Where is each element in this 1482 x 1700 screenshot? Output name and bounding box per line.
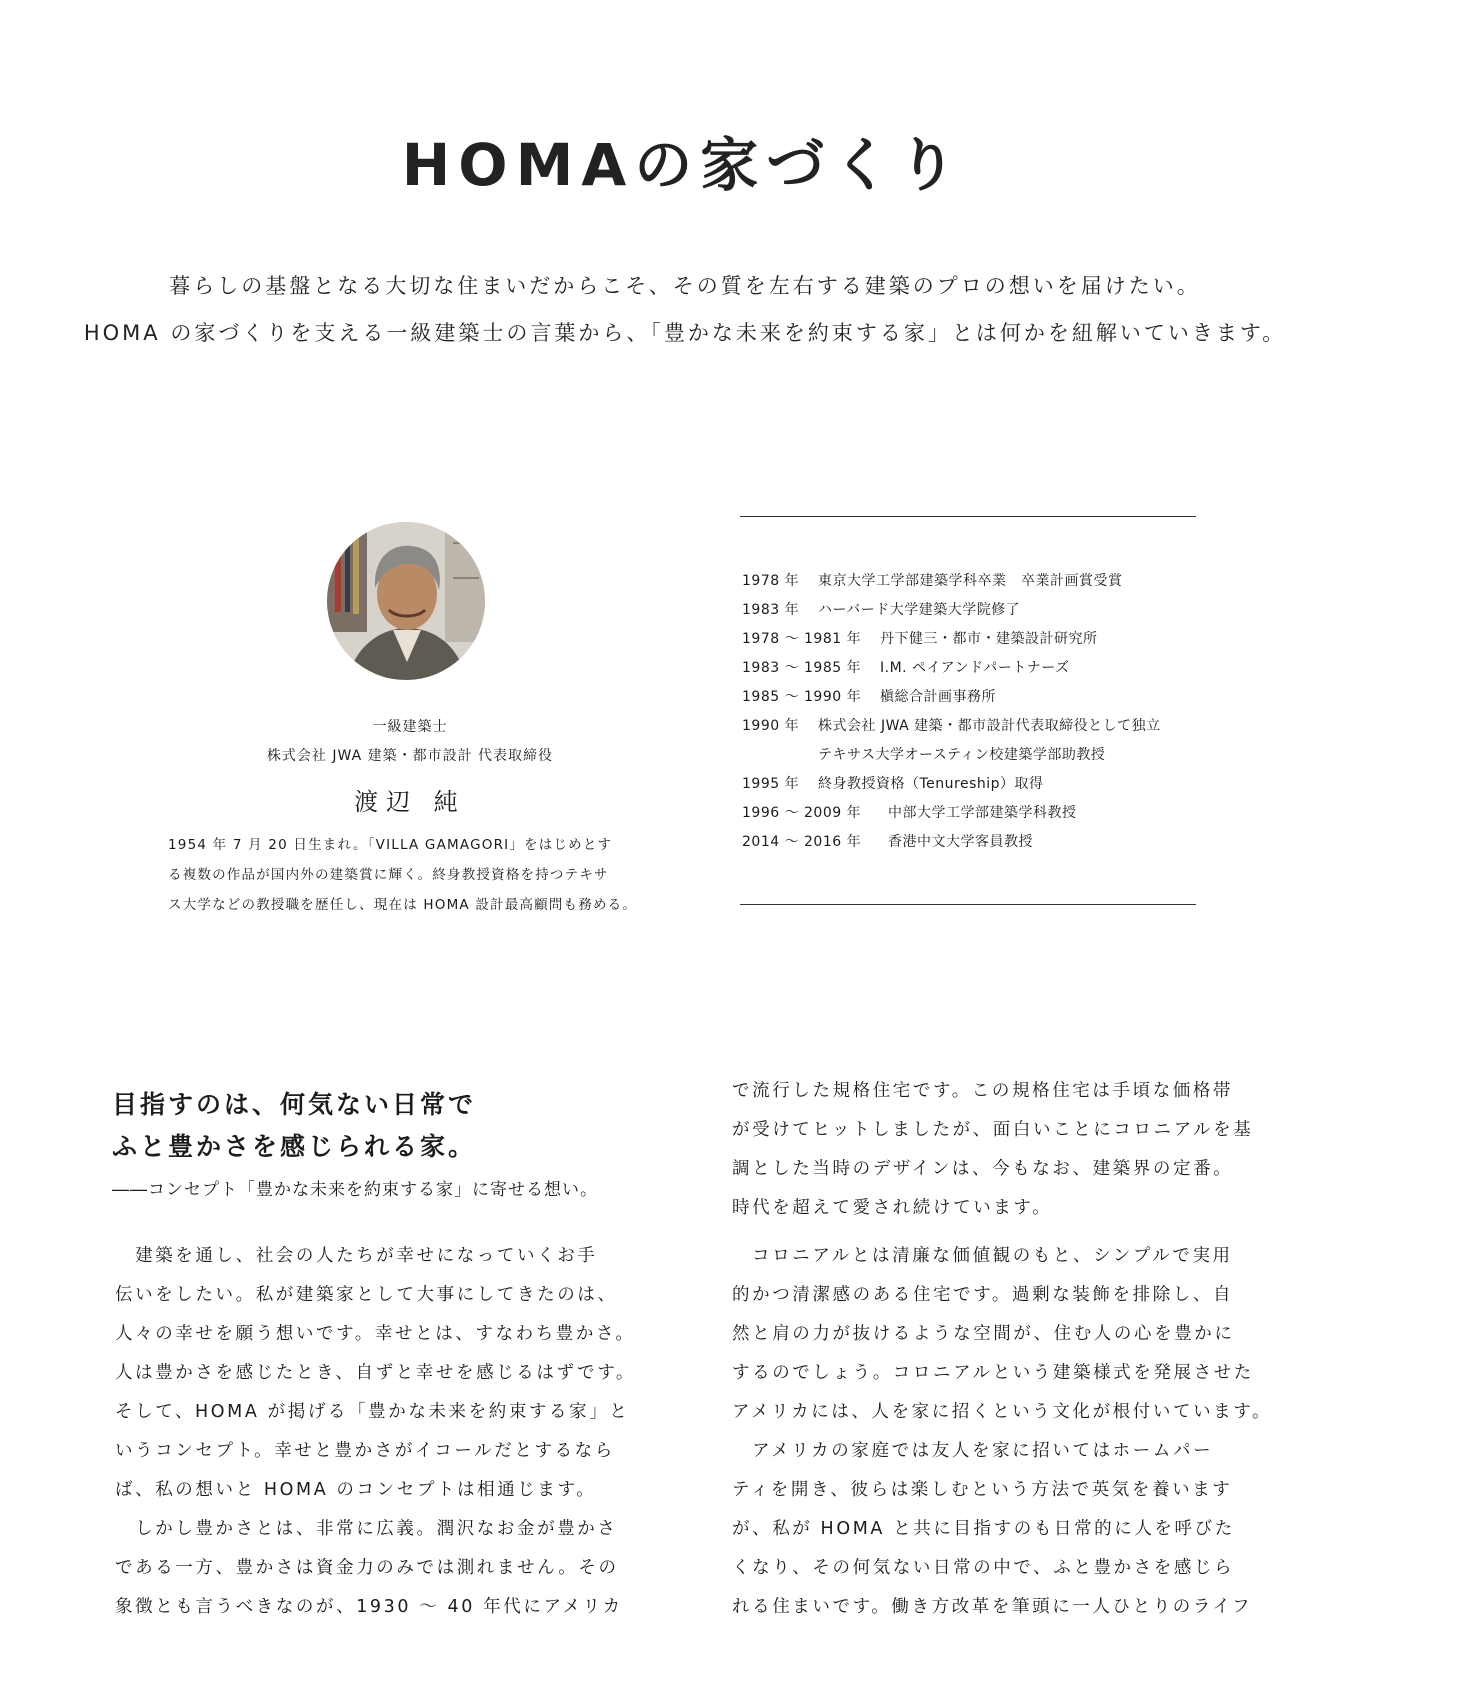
career-row: [742, 802, 1077, 822]
career-top-divider: [740, 516, 1196, 517]
career-row: [742, 657, 1070, 677]
body-right-line: 時代を超えて愛され続けています。: [732, 1198, 1053, 1218]
body-right-line: れる住まいです。働き方改革を筆頭に一人ひとりのライフ: [732, 1597, 1253, 1617]
body-left-line: そして、HOMA が掲げる「豊かな未来を約束する家」と: [115, 1402, 630, 1422]
portrait-photo: [327, 522, 485, 680]
headline-line-2: ふと豊かさを感じられる家。: [112, 1132, 477, 1161]
body-right-line: コロニアルとは清廉な価値観のもと、シンプルで実用: [732, 1246, 1233, 1266]
body-left-line: 象徴とも言うべきなのが、1930 ～ 40 年代にアメリカ: [115, 1597, 623, 1617]
body-left-line: 人々の幸せを願う想いです。幸せとは、すなわち豊かさ。: [115, 1324, 636, 1344]
body-right-line: アメリカには、人を家に招くという文化が根付いています。: [732, 1402, 1273, 1422]
body-right-line: が、私が HOMA と共に目指すのも日常的に人を呼びた: [732, 1519, 1235, 1539]
career-year: 1990 年: [742, 718, 800, 734]
profile-bio-line: る複数の作品が国内外の建築賞に輝く。終身教授資格を持つテキサ: [168, 867, 609, 883]
career-text: 槇総合計画事務所: [880, 689, 996, 705]
body-left-line: 建築を通し、社会の人たちが幸せになっていくお手: [115, 1246, 598, 1266]
intro-line-2: HOMA の家づくりを支える一級建築士の言葉から、「豊かな未来を約束する家」とは何かを紐解いていきます。: [83, 321, 1287, 345]
body-right-line: するのでしょう。コロニアルという建築様式を発展させた: [732, 1363, 1254, 1383]
career-row: [742, 628, 1098, 648]
career-row: [742, 570, 1123, 590]
subheadline: ――コンセプト「豊かな未来を約束する家」に寄せる想い。: [112, 1180, 598, 1200]
career-year: 1996 ～ 2009 年: [742, 805, 862, 821]
career-text: I.M. ペイアンドパートナーズ: [880, 660, 1070, 676]
body-right-line: で流行した規格住宅です。この規格住宅は手頃な価格帯: [732, 1081, 1234, 1101]
profile-bio-line: 1954 年 7 月 20 日生まれ。「VILLA GAMAGORI」をはじめとす: [168, 837, 613, 853]
body-right-line: が受けてヒットしましたが、面白いことにコロニアルを基: [732, 1120, 1254, 1140]
headline-line-1: 目指すのは、何気ない日常で: [112, 1090, 477, 1119]
career-text: 東京大学工学部建築学科卒業 卒業計画賞受賞: [818, 573, 1123, 589]
career-row: [742, 599, 1021, 619]
career-bottom-divider: [740, 904, 1196, 905]
profile-name: 渡辺 純: [354, 788, 466, 816]
career-year: 1978 ～ 1981 年: [742, 631, 862, 647]
body-left-line: 人は豊かさを感じたとき、自ずと幸せを感じるはずです。: [115, 1363, 637, 1383]
career-text: 終身教授資格（Tenureship）取得: [818, 776, 1044, 792]
intro-line-1: 暮らしの基盤となる大切な住まいだからこそ、その質を左右する建築のプロの想いを届けたい。: [169, 274, 1201, 298]
career-text: 株式会社 JWA 建築・都市設計代表取締役として独立: [818, 718, 1161, 734]
body-left-line: しかし豊かさとは、非常に広義。潤沢なお金が豊かさ: [115, 1519, 618, 1539]
body-left-line: いうコンセプト。幸せと豊かさがイコールだとするなら: [115, 1441, 615, 1461]
career-text: ハーバード大学建築大学院修了: [818, 602, 1021, 618]
career-text: 香港中文大学客員教授: [888, 834, 1033, 850]
body-right-line: 然と肩の力が抜けるような空間が、住む人の心を豊かに: [732, 1324, 1235, 1344]
career-text: 丹下健三・都市・建築設計研究所: [880, 631, 1098, 647]
body-left-line: 伝いをしたい。私が建築家として大事にしてきたのは、: [115, 1285, 618, 1305]
career-year: 1978 年: [742, 573, 800, 589]
career-row: [742, 715, 1161, 735]
profile-role: 一級建築士: [372, 719, 448, 735]
career-year: 1985 ～ 1990 年: [742, 689, 862, 705]
body-right-line: 調とした当時のデザインは、今もなお、建築界の定番。: [732, 1159, 1234, 1179]
career-row: [742, 831, 1033, 851]
body-right-line: ティを開き、彼らは楽しむという方法で英気を養います: [732, 1480, 1233, 1500]
career-text: 中部大学工学部建築学科教授: [888, 805, 1077, 821]
career-text: テキサス大学オースティン校建築学部助教授: [818, 747, 1106, 763]
body-left-line: ば、私の想いと HOMA のコンセプトは相通じます。: [115, 1480, 597, 1500]
profile-bio-line: ス大学などの教授職を歴任し、現在は HOMA 設計最高顧問も務める。: [168, 897, 638, 913]
portrait-illustration: [327, 522, 485, 680]
career-row: [742, 773, 1044, 793]
page-title: HOMAの家づくり: [401, 131, 965, 199]
body-right-line: アメリカの家庭では友人を家に招いてはホームパー: [732, 1441, 1214, 1461]
career-year: 2014 ～ 2016 年: [742, 834, 862, 850]
career-year: 1983 年: [742, 602, 800, 618]
career-row: [742, 686, 996, 706]
body-right-line: 的かつ清潔感のある住宅です。過剰な装飾を排除し、自: [732, 1285, 1234, 1305]
career-year: 1995 年: [742, 776, 800, 792]
profile-company: 株式会社 JWA 建築・都市設計 代表取締役: [266, 748, 554, 764]
body-left-line: である一方、豊かさは資金力のみでは測れません。その: [115, 1558, 619, 1578]
career-year: 1983 ～ 1985 年: [742, 660, 862, 676]
body-right-line: くなり、その何気ない日常の中で、ふと豊かさを感じら: [732, 1558, 1235, 1578]
